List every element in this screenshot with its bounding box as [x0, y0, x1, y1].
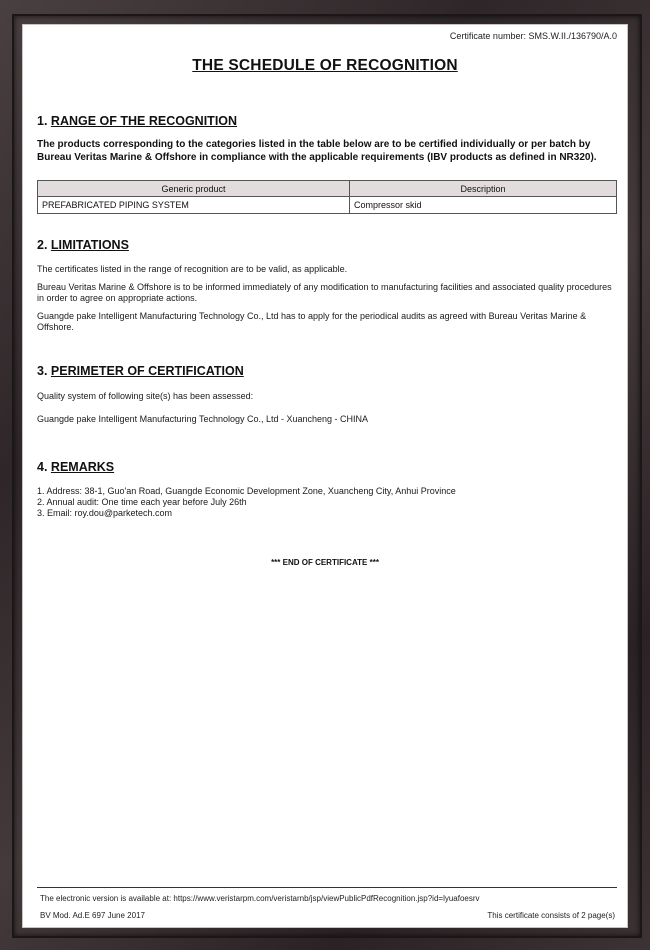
remark-item: 2. Annual audit: One time each year before July 26th [37, 497, 247, 507]
section-1-intro: The products corresponding to the categories listed in the table below are to be certified individually or per batch by Bureau Veritas Marine & Offshore in compliance with the applicable requirements (IBV products as defined in NR320). [37, 139, 597, 163]
section-1-title: RANGE OF THE RECOGNITION [50, 114, 238, 128]
footer-page-count: This certificate consists of 2 page(s) [487, 911, 615, 920]
section-3-number: 3. [37, 364, 48, 378]
footer-divider [37, 887, 617, 888]
certificate-number: Certificate number: SMS.W.II./136790/A.0 [449, 31, 617, 41]
header-generic-product: Generic product [38, 181, 350, 197]
section-3-heading [37, 364, 244, 378]
cell-description: Compressor skid [350, 197, 617, 214]
perimeter-site: Guangde pake Intelligent Manufacturing Technology Co., Ltd - Xuancheng - CHINA [37, 414, 369, 424]
page-title: THE SCHEDULE OF RECOGNITION [192, 57, 458, 74]
recognition-table [37, 180, 617, 214]
section-2-heading [37, 238, 129, 252]
section-4-title: REMARKS [50, 460, 115, 474]
section-1-heading [37, 114, 237, 128]
limitations-paragraph-1: The certificates listed in the range of recognition are to be valid, as applicable. [37, 264, 348, 274]
limitations-paragraph-2: Bureau Veritas Marine & Offshore is to be informed immediately of any modification to manufacturing facilities and associated quality procedures in order to agree on appropriate actions. [37, 282, 612, 303]
footer-form-reference: BV Mod. Ad.E 697 June 2017 [40, 911, 145, 920]
footer-electronic-version: The electronic version is available at: https://www.veristarpm.com/veristarnb/jsp/viewPublicPdfRecognition.jsp?id=lyuafoesrv [40, 894, 480, 903]
remark-item: 1. Address: 38-1, Guo'an Road, Guangde Economic Development Zone, Xuancheng City, Anhui Province [37, 486, 456, 496]
cell-generic-product: PREFABRICATED PIPING SYSTEM [38, 197, 350, 214]
section-1-number: 1. [37, 114, 48, 128]
header-description: Description [350, 181, 617, 197]
certificate-page [22, 24, 628, 928]
section-4-number: 4. [37, 460, 48, 474]
remark-item: 3. Email: roy.dou@parketech.com [37, 508, 173, 518]
section-2-title: LIMITATIONS [50, 238, 129, 252]
perimeter-paragraph-1: Quality system of following site(s) has been assessed: [37, 391, 254, 401]
table-row [38, 197, 617, 214]
table-header-row [38, 181, 617, 197]
section-3-title: PERIMETER OF CERTIFICATION [50, 364, 244, 378]
end-of-certificate: *** END OF CERTIFICATE *** [271, 558, 379, 567]
section-4-heading [37, 460, 114, 474]
section-2-number: 2. [37, 238, 48, 252]
limitations-paragraph-3: Guangde pake Intelligent Manufacturing Technology Co., Ltd has to apply for the periodical audits as agreed with Bureau Veritas Marine & Offshore. [37, 311, 587, 332]
